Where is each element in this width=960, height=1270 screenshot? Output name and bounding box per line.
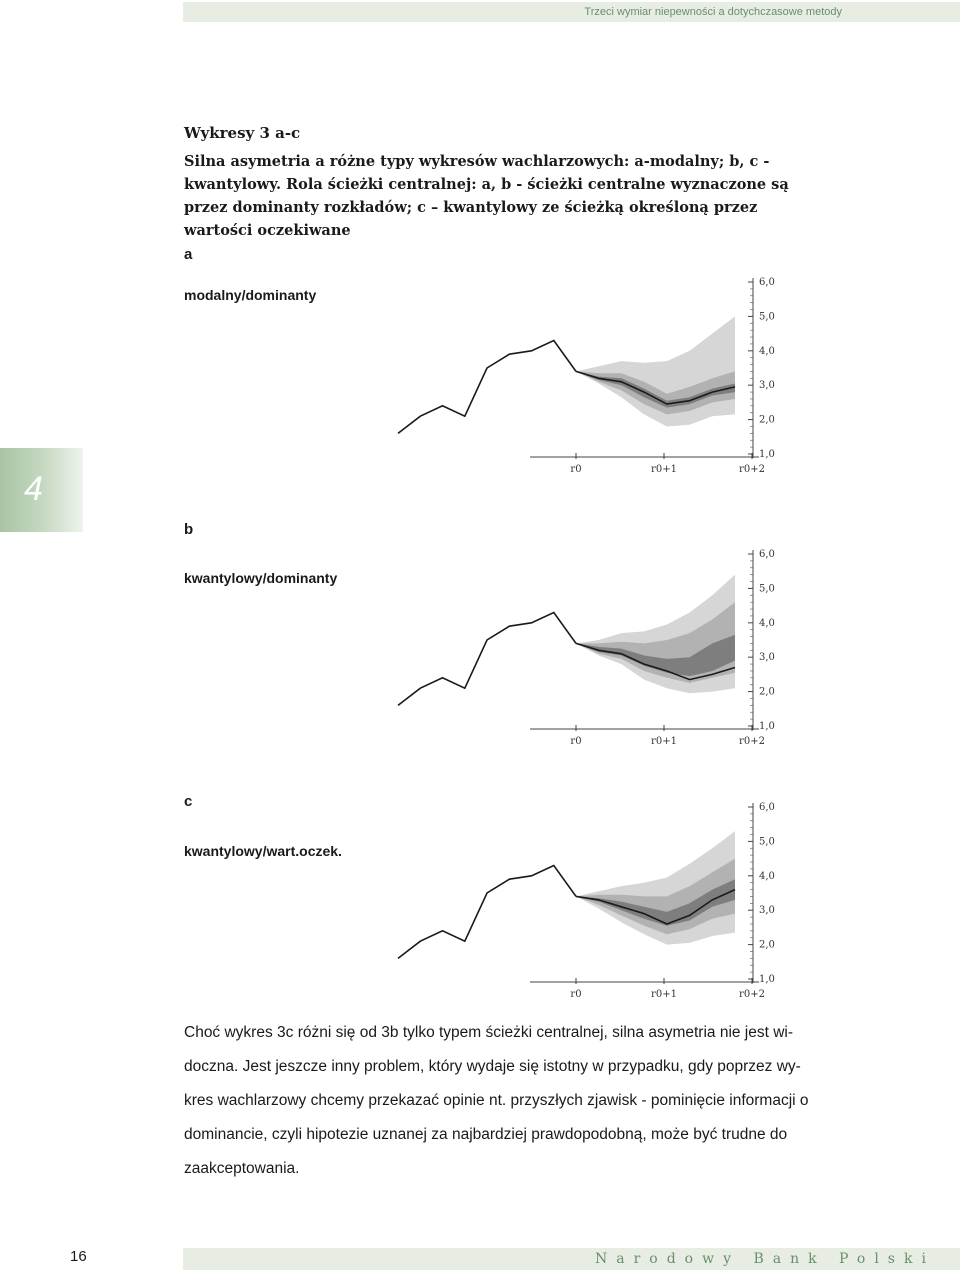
y-tick-label: 3,0 (759, 380, 775, 392)
y-tick-label: 3,0 (759, 652, 775, 664)
footer-band (183, 1248, 960, 1270)
history-line (398, 613, 576, 706)
x-tick-label: r0+1 (651, 736, 677, 747)
fan-band-outer (576, 316, 735, 426)
x-tick-label: r0+2 (739, 464, 765, 475)
x-tick-label: r0 (570, 989, 582, 1000)
publisher-name: Narodowy Bank Polski (595, 1251, 935, 1267)
fan-chart-a (380, 272, 800, 512)
y-tick-label: 3,0 (759, 905, 775, 917)
panel-a-letter: a (184, 246, 193, 263)
body-line: doczna. Jest jeszcze inny problem, który wydaje się istotny w przypadku, gdy poprzez wy- (184, 1058, 801, 1075)
figure-caption: Silna asymetria a różne typy wykresów wachlarzowych: a-modalny; b, c - kwantylowy. Rola ścieżki centralnej: a, b - ścieżki centralne wyznaczone są przez dominanty rozkładów; c – kwantylowy ze ścieżką określoną przez wartości oczekiwane (184, 153, 789, 239)
history-line (398, 341, 576, 434)
figure-title: Wykresy 3 a-c (184, 124, 301, 142)
body-line: Choć wykres 3c różni się od 3b tylko typem ścieżki centralnej, silna asymetria nie jest wi- (184, 1024, 794, 1041)
panel-c-subtitle: kwantylowy/wart.oczek. (184, 843, 342, 859)
y-tick-label: 2,0 (759, 414, 775, 426)
fan-chart-svg (380, 544, 800, 784)
panel-b-letter: b (184, 521, 194, 538)
y-tick-label: 6,0 (759, 802, 775, 813)
fan-chart-c (380, 797, 800, 1037)
y-tick-label: 4,0 (759, 870, 775, 882)
y-tick-label: 5,0 (759, 311, 775, 323)
y-tick-label: 6,0 (759, 277, 775, 288)
fan-chart-b (380, 544, 800, 784)
panel-a-subtitle: modalny/dominanty (184, 287, 317, 303)
x-tick-label: r0+1 (651, 989, 677, 1000)
x-tick-label: r0 (570, 736, 582, 747)
panel-b-subtitle: kwantylowy/dominanty (184, 570, 338, 586)
fan-chart-svg (380, 797, 800, 1037)
y-tick-label: 4,0 (759, 617, 775, 629)
fan-chart-svg (380, 272, 800, 512)
y-tick-label: 2,0 (759, 939, 775, 951)
x-tick-label: r0+1 (651, 464, 677, 475)
y-tick-label: 1,0 (759, 721, 775, 732)
y-tick-label: 2,0 (759, 686, 775, 698)
body-line: kres wachlarzowy chcemy przekazać opinie nt. przyszłych zjawisk - pominięcie informacji o (184, 1092, 809, 1109)
x-tick-label: r0 (570, 464, 582, 475)
body-line: zaakceptowania. (184, 1160, 300, 1177)
x-tick-label: r0+2 (739, 989, 765, 1000)
y-tick-label: 1,0 (759, 449, 775, 460)
y-tick-label: 4,0 (759, 345, 775, 357)
body-text (184, 1016, 854, 1186)
body-line: dominancie, czyli hipotezie uznanej za najbardziej prawdopodobną, może być trudne do (184, 1126, 788, 1143)
y-tick-label: 5,0 (759, 836, 775, 848)
y-tick-label: 5,0 (759, 583, 775, 595)
x-tick-label: r0+2 (739, 736, 765, 747)
history-line (398, 866, 576, 959)
running-header (183, 2, 960, 22)
page-number: 16 (70, 1248, 87, 1265)
running-title: Trzeci wymiar niepewności a dotychczasowe metody (584, 6, 842, 18)
chapter-tab (0, 448, 83, 532)
y-tick-label: 1,0 (759, 974, 775, 985)
y-tick-label: 6,0 (759, 549, 775, 560)
panel-c-letter: c (184, 793, 193, 810)
chapter-number: 4 (24, 470, 43, 508)
